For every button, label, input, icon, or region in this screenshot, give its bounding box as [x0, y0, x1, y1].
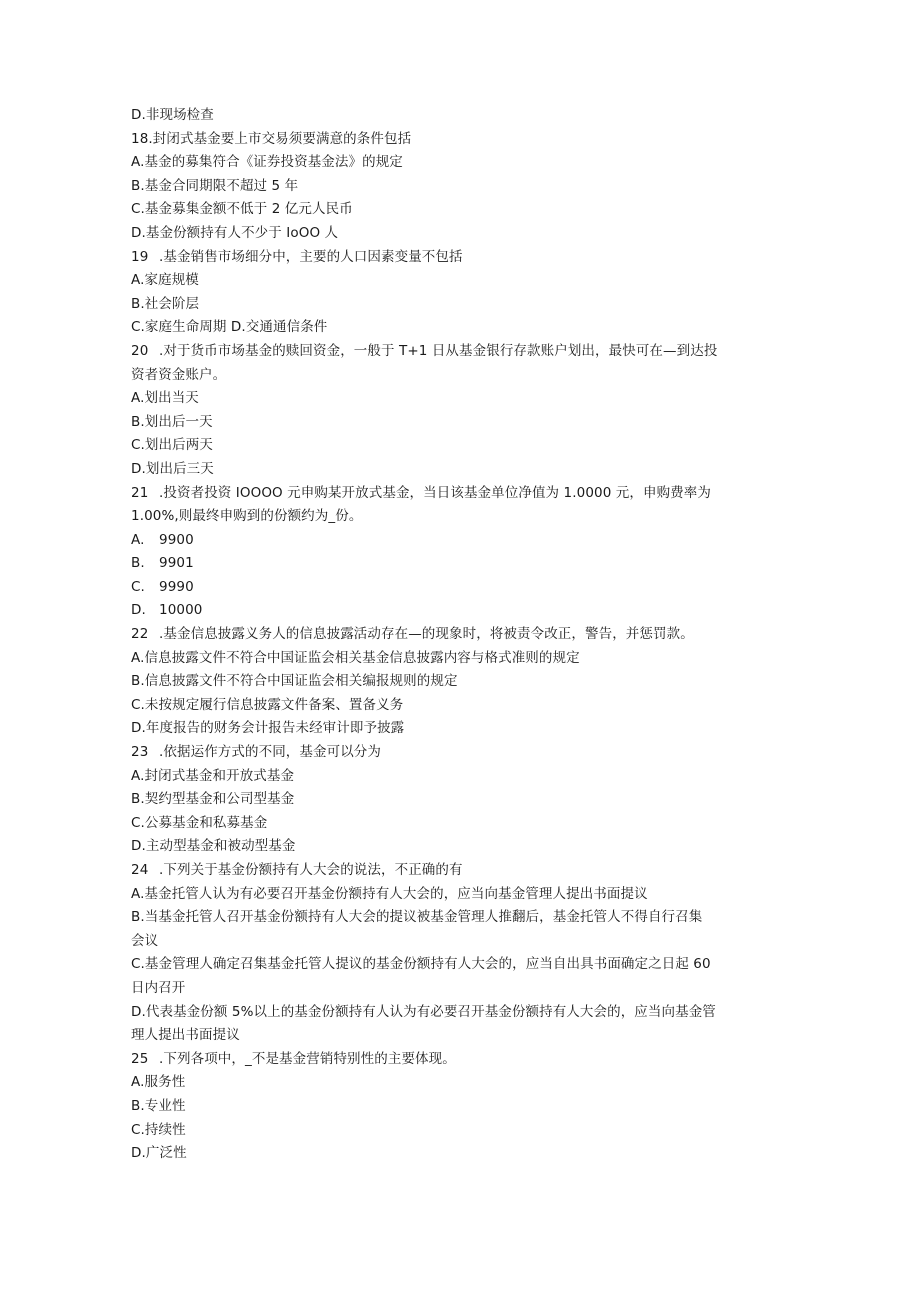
text-line [131, 741, 791, 765]
text-line [131, 175, 791, 199]
line-text: 10000 [159, 602, 203, 619]
text-line [131, 812, 791, 836]
question-number: 19 [131, 248, 149, 265]
question-number: 22 [131, 626, 149, 643]
text-line [131, 269, 791, 293]
text-line [131, 340, 791, 364]
line-text: B.信息披露文件不符合中国证监会相关编报规则的规定 [131, 673, 458, 690]
line-text: B.划出后一天 [131, 413, 213, 430]
line-text: .对于货币市场基金的赎回资金，一般于 T+1 日从基金银行存款账户划出，最快可在—到达投 [159, 342, 718, 359]
text-line [131, 1071, 791, 1095]
text-line [131, 293, 791, 317]
text-line [131, 505, 791, 529]
line-text: .基金销售市场细分中，主要的人口因素变量不包括 [159, 248, 463, 265]
text-line [131, 788, 791, 812]
line-text: .依据运作方式的不同，基金可以分为 [159, 744, 381, 761]
line-text: 日内召开 [131, 979, 186, 996]
text-line [131, 458, 791, 482]
line-text: A.家庭规模 [131, 272, 199, 289]
text-line [131, 576, 791, 600]
line-text: B.专业性 [131, 1097, 186, 1114]
question-number: 23 [131, 744, 149, 761]
line-text: .下列各项中，_不是基金营销特别性的主要体现。 [159, 1050, 456, 1067]
question-number: 21 [131, 484, 149, 501]
text-line [131, 1095, 791, 1119]
text-line [131, 930, 791, 954]
line-text: C.家庭生命周期 D.交通通信条件 [131, 319, 328, 336]
text-line [131, 1001, 791, 1025]
question-number: 24 [131, 862, 149, 878]
line-text: A.信息披露文件不符合中国证监会相关基金信息披露内容与格式准则的规定 [131, 649, 580, 666]
line-text: B.社会阶层 [131, 295, 200, 312]
line-text: .下列关于基金份额持有人大会的说法，不正确的有 [159, 862, 463, 878]
text-line [131, 647, 791, 671]
line-text: 9900 [159, 531, 194, 548]
text-line [131, 694, 791, 718]
line-text: B.契约型基金和公司型基金 [131, 791, 295, 808]
line-text: 会议 [131, 932, 159, 949]
line-text: 理人提出书面提议 [131, 1027, 240, 1044]
line-text: 1.00%,则最终申购到的份额约为_份。 [131, 508, 363, 525]
line-text: D.年度报告的财务会计报告未经审计即予披露 [131, 720, 405, 737]
line-text: D.主动型基金和被动型基金 [131, 838, 296, 855]
question-number: 25 [131, 1050, 149, 1067]
text-line [131, 906, 791, 930]
line-text: D.划出后三天 [131, 460, 214, 477]
question-list [131, 104, 791, 1166]
question-number: 20 [131, 342, 149, 359]
line-text: A.服务性 [131, 1074, 186, 1091]
line-text: .基金信息披露义务人的信息披露活动存在—的现象时，将被责令改正，警告，并惩罚款。 [159, 626, 694, 643]
line-text: C.基金募集金额不低于 2 亿元人民币 [131, 201, 353, 218]
line-text: 18.封闭式基金要上市交易须要满意的条件包括 [131, 130, 412, 147]
text-line [131, 670, 791, 694]
text-line [131, 1048, 791, 1072]
text-line [131, 387, 791, 411]
line-text: D.代表基金份额 5%以上的基金份额持有人认为有必要召开基金份额持有人大会的，应当向基金管 [131, 1003, 716, 1020]
line-text: C.未按规定履行信息披露文件备案、置备义务 [131, 696, 404, 713]
line-text: B.基金合同期限不超过 5 年 [131, 177, 299, 194]
text-line [131, 482, 791, 506]
line-text: 资者资金账户。 [131, 366, 227, 383]
text-line [131, 623, 791, 647]
text-line [131, 151, 791, 175]
line-text: 9990 [159, 578, 194, 595]
text-line [131, 599, 791, 623]
text-line [131, 246, 791, 270]
text-line [131, 1119, 791, 1143]
text-line [131, 953, 791, 977]
text-line [131, 883, 791, 907]
text-line [131, 1142, 791, 1166]
line-text: D.基金份额持有人不少于 IoOO 人 [131, 224, 339, 241]
line-text: A.基金托管人认为有必要召开基金份额持有人大会的，应当向基金管理人提出书面提议 [131, 885, 648, 902]
line-text: A.基金的募集符合《证券投资基金法》的规定 [131, 154, 403, 171]
text-line [131, 552, 791, 576]
line-text: D.广泛性 [131, 1145, 187, 1162]
line-text: D.非现场检查 [131, 107, 214, 123]
line-text: .投资者投资 IOOOO 元申购某开放式基金，当日该基金单位净值为 1.0000 元，申购费率为 [159, 484, 711, 501]
line-text: A.划出当天 [131, 390, 199, 407]
text-line [131, 128, 791, 152]
text-line [131, 198, 791, 222]
option-letter: B. [131, 555, 145, 572]
text-line [131, 104, 791, 128]
option-letter: D. [131, 602, 146, 619]
text-line [131, 222, 791, 246]
text-line [131, 977, 791, 1001]
text-line [131, 316, 791, 340]
line-text: 9901 [159, 555, 194, 572]
line-text: C.持续性 [131, 1121, 186, 1138]
line-text: A.封闭式基金和开放式基金 [131, 767, 295, 784]
text-line [131, 411, 791, 435]
text-line [131, 835, 791, 859]
text-line [131, 529, 791, 553]
text-line [131, 364, 791, 388]
option-letter: C. [131, 578, 145, 595]
text-line [131, 859, 791, 883]
option-letter: A. [131, 531, 145, 548]
text-line [131, 717, 791, 741]
line-text: C.公募基金和私募基金 [131, 814, 268, 831]
text-line [131, 765, 791, 789]
line-text: C.划出后两天 [131, 437, 213, 454]
line-text: B.当基金托管人召开基金份额持有人大会的提议被基金管理人推翻后，基金托管人不得自行召集 [131, 909, 703, 926]
text-line [131, 434, 791, 458]
line-text: C.基金管理人确定召集基金托管人提议的基金份额持有人大会的，应当自出具书面确定之日起 60 [131, 956, 711, 973]
text-line [131, 1024, 791, 1048]
